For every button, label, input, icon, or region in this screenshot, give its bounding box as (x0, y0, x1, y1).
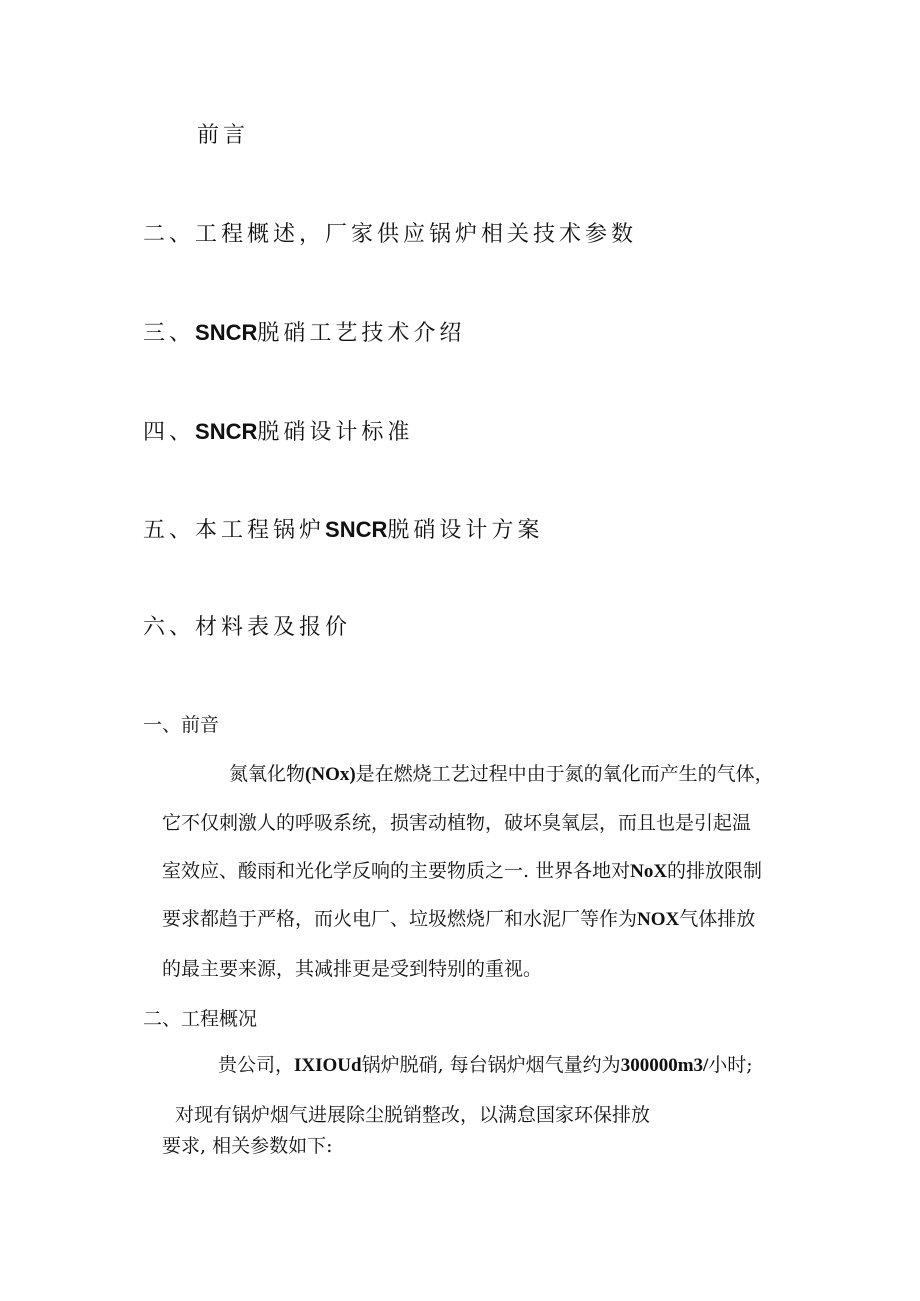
toc-item-2-text: 二、工程概述，厂家供应锅炉相关技术参数 (143, 222, 638, 247)
section-1-heading (143, 716, 219, 735)
section-2-heading (143, 1010, 257, 1029)
s1-l1-a: 氮氧化物 (229, 763, 306, 785)
toc-item-3-prefix: 三、 (143, 321, 196, 346)
s1-l3-a: 室效应、酸雨和光化学反响的主要物质之一. 世界各地对 (162, 860, 631, 882)
toc-item-5-suffix: 脱硝设计方案 (387, 518, 544, 543)
toc-item-1-text: 前言 (197, 123, 250, 148)
section-1-heading-text: 一、前音 (143, 714, 220, 736)
section-1-line-5 (162, 960, 542, 979)
section-1-line-4 (162, 910, 755, 929)
s1-l3-b: NoX (630, 861, 668, 882)
s2-l1-a: 贵公司， (218, 1054, 295, 1076)
toc-item-5-bold: SNCR (325, 517, 388, 542)
toc-item-5-prefix: 五、本工程锅炉 (143, 518, 326, 543)
s1-l5: 的最主要来源，其减排更是受到特别的重视。 (162, 958, 543, 980)
section-2-line-3 (162, 1137, 332, 1156)
toc-item-6-text: 六、材料表及报价 (143, 615, 352, 640)
toc-item-5 (143, 519, 543, 542)
section-1-line-2 (162, 814, 751, 833)
toc-item-4 (143, 421, 413, 444)
toc-item-3-suffix: 脱硝工艺技术介绍 (257, 321, 466, 346)
s1-l1-c: 是在燃烧工艺过程中由于氮的氧化而产生的气体， (355, 763, 774, 785)
s1-l3-c: 的排放限制 (667, 860, 763, 882)
section-2-heading-text: 二、工程概况 (143, 1008, 258, 1030)
toc-item-3-bold: SNCR (195, 320, 258, 345)
toc-item-3 (143, 322, 465, 345)
section-1-line-1 (229, 765, 774, 784)
s1-l4-b: NOX (637, 909, 680, 930)
section-1-line-3 (162, 862, 762, 881)
s2-l1-e: 小时; (708, 1054, 753, 1076)
s1-l2: 它不仅刺激人的呼吸系统，损害动植物，破坏臭氧层，而且也是引起温 (162, 812, 752, 834)
s2-l1-c: 锅炉脱硝, 每台锅炉烟气量约为 (361, 1054, 621, 1076)
s1-l1-b: (NOx) (305, 764, 356, 785)
s2-l2: 对现有锅炉烟气进展除尘脱销整改，以满怠国家环保排放 (175, 1104, 651, 1126)
section-2-line-2 (175, 1106, 650, 1125)
s2-l1-b: IXIOUd (294, 1055, 362, 1076)
toc-item-4-prefix: 四、 (143, 420, 196, 445)
toc-item-1 (197, 125, 249, 147)
toc-item-4-suffix: 脱硝设计标准 (257, 420, 414, 445)
s1-l4-c: 气体排放 (679, 908, 756, 930)
toc-item-4-bold: SNCR (195, 419, 258, 444)
s2-l3: 要求, 相关参数如下: (162, 1135, 333, 1157)
toc-item-6 (143, 617, 351, 639)
section-2-line-1 (218, 1056, 753, 1075)
toc-item-2 (143, 224, 637, 246)
s2-l1-d: 300000m3/ (620, 1055, 709, 1076)
s1-l4-a: 要求都趋于严格，而火电厂、垃圾燃烧厂和水泥厂等作为 (162, 908, 638, 930)
